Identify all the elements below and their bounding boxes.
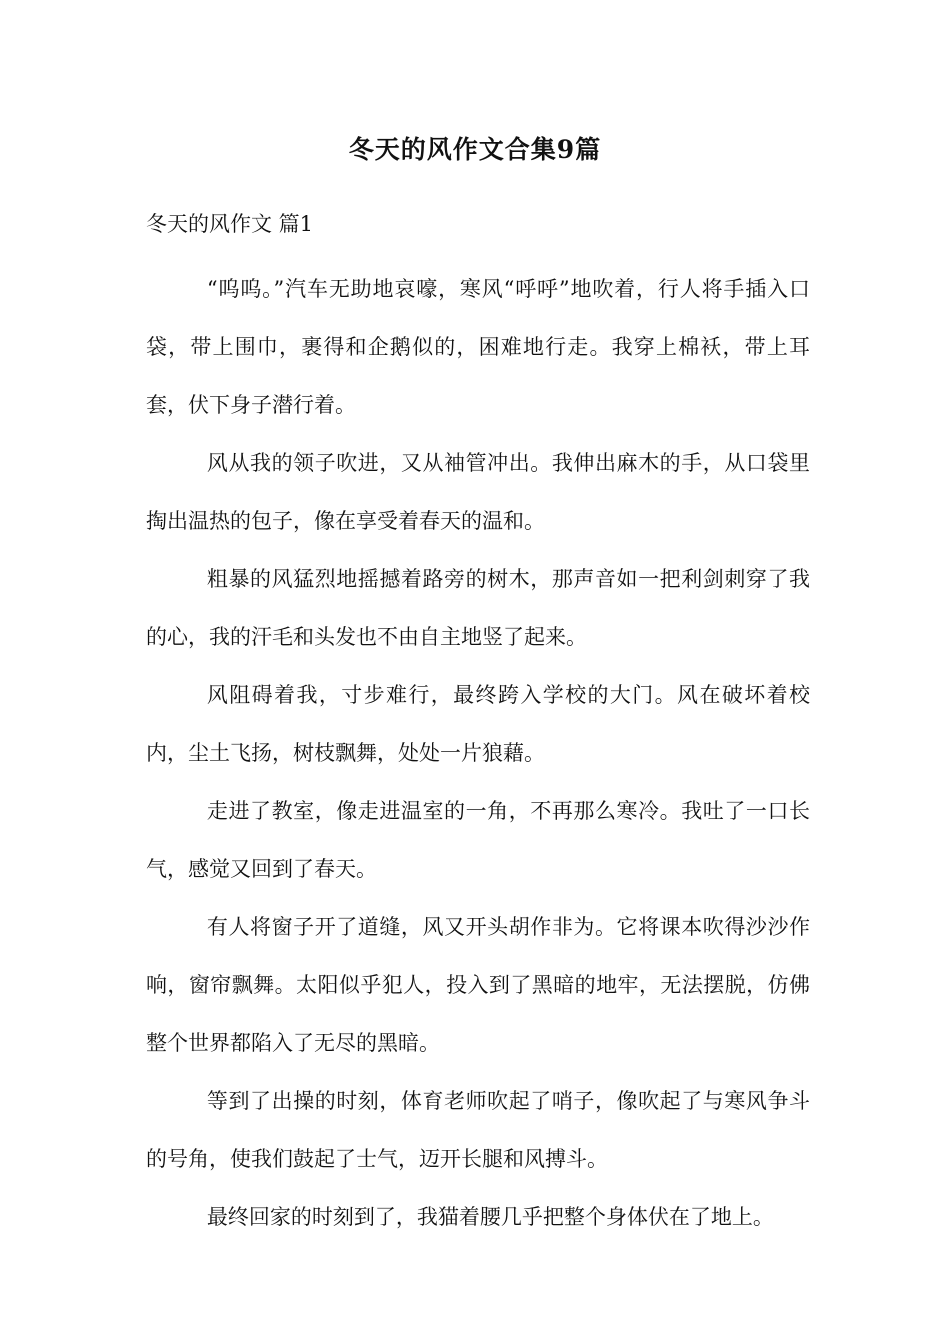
paragraph-4: 风阻碍着我，寸步难行，最终跨入学校的大门。风在破坏着校内，尘土飞扬，树枝飘舞，处处一片狼藉。 [146,683,810,765]
paragraph-8: 最终回家的时刻到了，我猫着腰几乎把整个身体伏在了地上。 [206,1205,774,1229]
document-title: 冬天的风作文合集9篇 [348,135,602,164]
essay-body [146,260,810,1246]
paragraph-7: 等到了出操的时刻，体育老师吹起了哨子，像吹起了与寒风争斗的号角，使我们鼓起了士气，迈开长腿和风搏斗。 [146,1089,810,1171]
paragraph-2: 风从我的领子吹进，又从袖管冲出。我伸出麻木的手，从口袋里掏出温热的包子，像在享受着春天的温和。 [146,451,810,533]
paragraph-6: 有人将窗子开了道缝，风又开头胡作非为。它将课本吹得沙沙作响，窗帘飘舞。太阳似乎犯人，投入到了黑暗的地牢，无法摆脱，仿佛整个世界都陷入了无尽的黑暗。 [146,915,810,1055]
paragraph-1: “呜呜。”汽车无助地哀嚎，寒风“呼呼”地吹着，行人将手插入口袋，带上围巾，裹得和企鹅似的，困难地行走。我穿上棉袄，带上耳套，伏下身子潜行着。 [146,277,810,417]
paragraph-3: 粗暴的风猛烈地摇撼着路旁的树木，那声音如一把利剑刺穿了我的心，我的汗毛和头发也不由自主地竖了起来。 [146,567,810,649]
section-heading: 冬天的风作文 篇1 [146,212,314,236]
paragraph-5: 走进了教室，像走进温室的一角，不再那么寒冷。我吐了一口长气，感觉又回到了春天。 [146,799,810,881]
